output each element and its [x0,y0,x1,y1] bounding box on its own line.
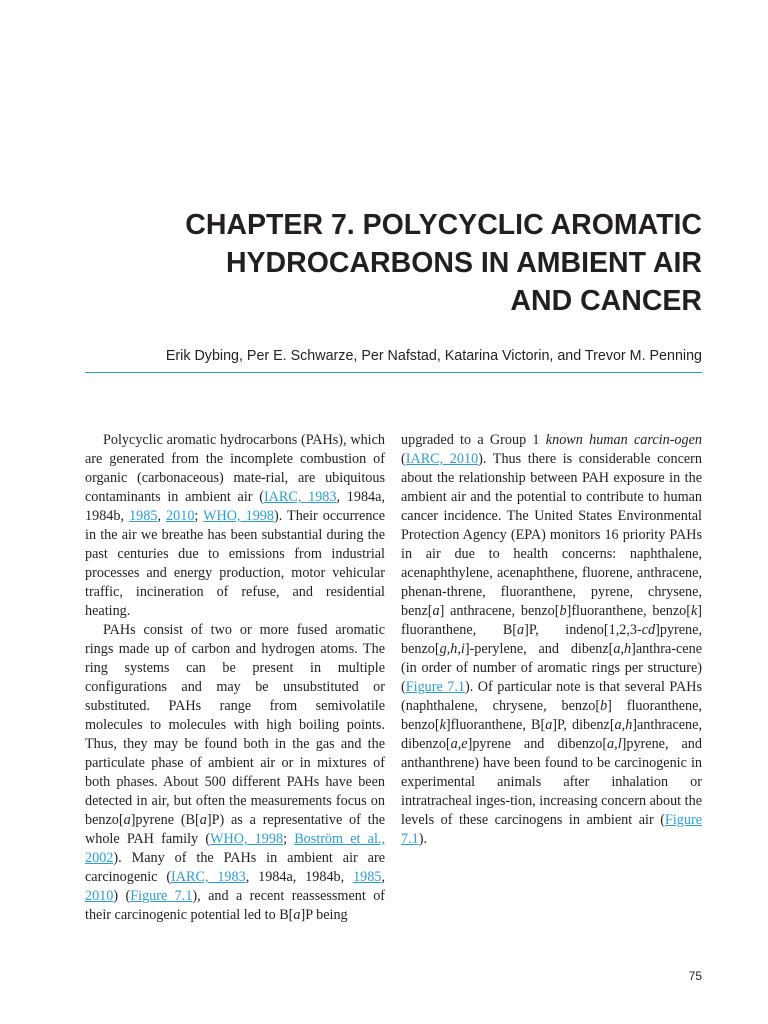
citation-link[interactable]: 2010 [166,508,195,524]
citation-link[interactable]: IARC, 1983 [171,869,246,885]
authors-line: Erik Dybing, Per E. Schwarze, Per Nafstad, Katarina Victorin, and Trevor M. Penning [165,348,702,364]
figure-link[interactable]: Figure 7.1 [401,812,702,847]
citation-link[interactable]: IARC, 2010 [405,451,479,467]
title-line-2: HYDROCARBONS IN AMBIENT AIR [225,247,702,279]
paragraph-3: upgraded to a Group 1 known human carcin-ogen (IARC, 2010). Thus there is considerable concern about the relationship between PAH exposure in the ambient air and the potential to contribute to human cancer incidence. The United States Environmental Protection Agency (EPA) monitors 16 priority PAHs in air due to health concerns: naphthalene, acenaphthylene, acenaphthene, fluorene, anthracene, phenan-threne, fluoranthene, pyrene, chrysene, benz[a] anthracene, benzo[b]fluoranthene, benzo[k] fluoranthene, B[a]P, indeno[1,2,3-cd]pyrene, benzo[g,h,i]-perylene, and dibenz[a,h]anthra-cene (in order of number of aromatic rings per structure) (Figure 7.1). Of particular note is that several PAHs (naphthalene, chrysene, benzo[b] fluoranthene, benzo[k]fluoranthene, B[a]P, dibenz[a,h]anthracene, dibenzo[a,e]pyrene and dibenzo[a,l]pyrene, and anthanthrene) have been found to be carcinogenic in experimental animals after inhalation or intratracheal inges-tion, increasing concern about the levels of these carcinogens in ambient air (Figure 7.1). [401,432,703,847]
citation-link[interactable]: 1985 [129,508,158,524]
citation-link[interactable]: WHO, 1998 [210,831,284,847]
citation-link[interactable]: 2010 [85,888,114,904]
paragraph-1: Polycyclic aromatic hydrocarbons (PAHs), which are generated from the incomplete combustion of organic (carbonaceous) mate-rial, are ubiquitous contaminants in ambient air (IARC, 1983, 1984a, 1984b, 1985, 2010; WHO, 1998). Their occurrence in the air we breathe has been substantial during the past centuries due to emissions from industrial processes and energy production, motor vehicular traffic, incineration of refuse, and residential heating. [85,432,386,619]
figure-link[interactable]: Figure 7.1 [130,888,193,904]
page-number: 75 [688,969,702,983]
left-column [85,431,385,925]
citation-link[interactable]: Boström et al., 2002 [85,831,385,866]
citation-link[interactable]: WHO, 1998 [203,508,274,524]
paragraph-2: PAHs consist of two or more fused aromatic rings made up of carbon and hydrogen atoms. The ring systems can be present in multiple configurations and may be unsubstituted or substituted. PAHs range from semivolatile molecules to molecules with high boiling points. Thus, they may be found both in the gas and the particulate phase of ambient air or in mixtures of both phases. About 500 different PAHs have been detected in air, but often the measurements focus on benzo[a]pyrene (B[a]P) as a representative of the whole PAH family (WHO, 1998; Boström et al., 2002). Many of the PAHs in ambient air are carcinogenic (IARC, 1983, 1984a, 1984b, 1985, 2010) (Figure 7.1), and a recent reassessment of their carcinogenic potential led to B[a]P being [85,622,386,923]
chapter-title [142,206,702,320]
figure-link[interactable]: Figure 7.1 [405,679,466,695]
citation-link[interactable]: 1985 [353,869,382,885]
title-line-3: AND CANCER [510,285,702,317]
title-line-1: CHAPTER 7. POLYCYCLIC AROMATIC [185,209,702,241]
citation-link[interactable]: IARC, 1983 [263,489,337,505]
right-column [401,431,702,849]
title-rule [85,372,702,373]
